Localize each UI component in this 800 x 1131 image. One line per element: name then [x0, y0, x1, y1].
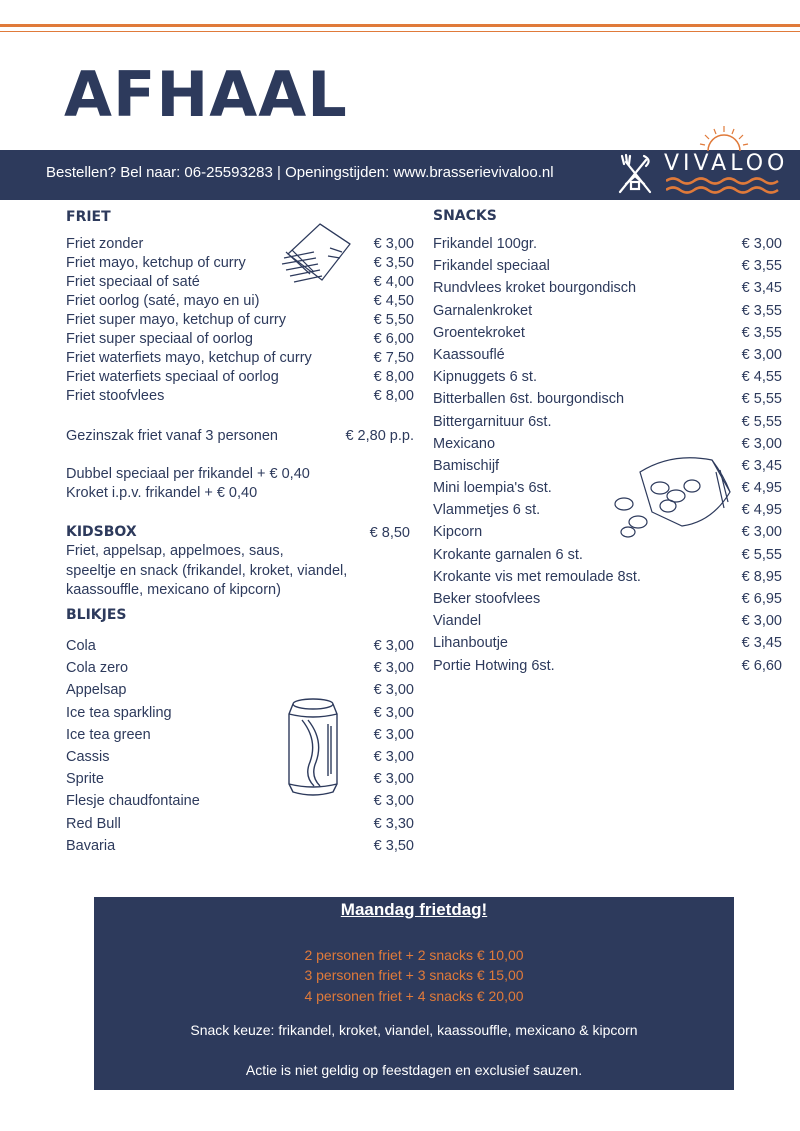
list-item: [433, 658, 782, 680]
list-item: [433, 369, 782, 391]
blikjes-list: [66, 638, 414, 860]
list-item: [66, 369, 414, 388]
list-item: [433, 258, 782, 280]
item-price: € 5,55: [741, 546, 782, 563]
list-item: [66, 312, 414, 331]
item-name: Friet super mayo, ketchup of curry: [66, 312, 286, 328]
kidsbox-heading: KIDSBOX: [66, 524, 137, 540]
item-price: € 3,00: [373, 726, 414, 743]
list-item: [433, 325, 782, 347]
item-price: € 3,45: [741, 280, 782, 297]
extra-note: Dubbel speciaal per frikandel + € 0,40: [66, 466, 310, 482]
list-item: [66, 793, 414, 815]
friet-heading: FRIET: [66, 209, 111, 225]
item-price: € 3,00: [373, 638, 414, 654]
item-name: Ice tea sparkling: [66, 704, 172, 721]
page-title: AFHAAL: [64, 58, 348, 131]
item-name: Vlammetjes 6 st.: [433, 502, 541, 519]
item-name: Bamischijf: [433, 457, 500, 474]
list-item: [433, 236, 782, 258]
snacks-list: [433, 236, 782, 680]
item-price: € 3,55: [741, 302, 782, 319]
item-price: € 6,95: [741, 591, 782, 607]
promo-snack-choice: Snack keuze: frikandel, kroket, viandel, kaassouffle, mexicano & kipcorn: [190, 1022, 638, 1038]
item-name: Gezinszak friet vanaf 3 personen: [66, 428, 278, 444]
kidsbox-price: € 8,50: [369, 525, 410, 541]
family-pack-row: [66, 428, 414, 444]
item-price: € 4,50: [373, 293, 414, 309]
item-price: € 3,00: [741, 346, 782, 363]
item-name: Rundvlees kroket bourgondisch: [433, 280, 637, 297]
item-name: Red Bull: [66, 815, 121, 832]
item-name: Frikandel speciaal: [433, 258, 550, 275]
item-name: Friet speciaal of saté: [66, 274, 200, 290]
list-item: [66, 771, 414, 793]
item-price: € 3,45: [741, 635, 782, 652]
list-item: [433, 613, 782, 635]
list-item: [433, 569, 782, 591]
kidsbox-description: kaassouffle, mexicano of kipcorn): [66, 582, 281, 598]
item-name: Appelsap: [66, 682, 127, 699]
extra-note: Kroket i.p.v. frikandel + € 0,40: [66, 485, 258, 501]
contact-info: Bestellen? Bel naar: 06-25593283 | Openingstijden: www.brasserievivaloo.nl: [46, 164, 554, 181]
list-item: [433, 480, 782, 502]
list-item: [433, 635, 782, 657]
item-price: € 3,55: [741, 258, 782, 275]
list-item: [433, 436, 782, 458]
item-price: € 3,00: [741, 613, 782, 630]
item-price: € 3,00: [373, 704, 414, 721]
list-item: [66, 816, 414, 838]
list-item: [66, 388, 414, 407]
item-name: Friet zonder: [66, 236, 144, 252]
list-item: [433, 458, 782, 480]
blikjes-heading: BLIKJES: [66, 607, 127, 623]
top-accent-line-thin: [0, 31, 800, 32]
item-price: € 3,00: [373, 660, 414, 677]
item-name: Flesje chaudfontaine: [66, 793, 200, 810]
item-name: Bitterballen 6st. bourgondisch: [433, 391, 625, 408]
list-item: [433, 547, 782, 569]
item-price: € 4,95: [741, 480, 782, 497]
item-name: Garnalenkroket: [433, 302, 533, 319]
top-accent-line: [0, 24, 800, 27]
item-name: Friet stoofvlees: [66, 388, 165, 404]
item-name: Mini loempia's 6st.: [433, 480, 552, 497]
item-price: € 5,55: [741, 413, 782, 430]
item-price: € 8,95: [741, 568, 782, 585]
list-item: [66, 236, 414, 255]
list-item: [66, 705, 414, 727]
item-price: € 3,50: [373, 837, 414, 854]
list-item: [433, 502, 782, 524]
waves-icon: [666, 176, 782, 196]
list-item: [433, 347, 782, 369]
item-name: Bavaria: [66, 837, 116, 854]
list-item: [66, 682, 414, 704]
item-name: Sprite: [66, 771, 104, 788]
item-name: Kipnuggets 6 st.: [433, 369, 537, 386]
item-price: € 4,55: [741, 369, 782, 386]
item-price: € 4,00: [373, 274, 414, 290]
item-price: € 5,55: [741, 391, 782, 408]
list-item: [66, 660, 414, 682]
item-name: Frikandel 100gr.: [433, 236, 537, 252]
item-price: € 3,45: [741, 457, 782, 474]
promo-offer: 3 personen friet + 3 snacks € 15,00: [304, 967, 524, 983]
list-item: [66, 293, 414, 312]
item-price: € 8,00: [373, 369, 414, 385]
item-name: Krokante vis met remoulade 8st.: [433, 568, 641, 585]
item-name: Ice tea green: [66, 726, 151, 743]
item-price: € 6,60: [741, 657, 782, 674]
list-item: [66, 274, 414, 293]
item-name: Groentekroket: [433, 324, 525, 341]
list-item: [433, 524, 782, 546]
item-name: Friet waterfiets speciaal of oorlog: [66, 369, 279, 385]
item-price: € 3,00: [741, 435, 782, 452]
item-price: € 3,50: [373, 255, 414, 271]
promo-offer: 2 personen friet + 2 snacks € 10,00: [304, 947, 524, 963]
list-item: [66, 727, 414, 749]
list-item: [66, 838, 414, 860]
item-name: Friet oorlog (saté, mayo en ui): [66, 293, 260, 309]
logo-wordmark: VIVALOO: [664, 151, 789, 176]
item-name: Beker stoofvlees: [433, 591, 541, 607]
item-name: Friet mayo, ketchup of curry: [66, 255, 246, 271]
item-name: Kaassouflé: [433, 346, 505, 363]
item-price: € 3,00: [373, 771, 414, 788]
item-price: € 3,00: [373, 236, 414, 252]
sunrise-icon: [694, 124, 754, 152]
item-name: Cola zero: [66, 660, 129, 677]
item-price: € 3,00: [373, 682, 414, 699]
item-name: Friet super speciaal of oorlog: [66, 331, 253, 347]
item-name: Viandel: [433, 613, 482, 630]
item-price: € 3,00: [373, 748, 414, 765]
item-price: € 4,95: [741, 502, 782, 519]
item-price: € 3,00: [373, 793, 414, 810]
item-price: € 3,55: [741, 324, 782, 341]
list-item: [66, 350, 414, 369]
item-price: € 3,00: [741, 524, 782, 541]
list-item: [66, 749, 414, 771]
item-name: Kipcorn: [433, 524, 483, 541]
cutlery-house-icon: [614, 152, 656, 196]
item-name: Portie Hotwing 6st.: [433, 657, 555, 674]
item-price: € 3,00: [741, 236, 782, 252]
item-name: Friet waterfiets mayo, ketchup of curry: [66, 350, 312, 366]
friet-list: [66, 236, 414, 407]
list-item: [433, 391, 782, 413]
kidsbox-description: Friet, appelsap, appelmoes, saus,: [66, 543, 284, 559]
item-name: Krokante garnalen 6 st.: [433, 546, 583, 563]
item-name: Cassis: [66, 748, 110, 765]
item-price: € 6,00: [373, 331, 414, 347]
list-item: [433, 414, 782, 436]
promo-title: Maandag frietdag!: [340, 900, 488, 919]
item-name: Bittergarnituur 6st.: [433, 413, 552, 430]
item-price: € 7,50: [373, 350, 414, 366]
kidsbox-description: speeltje en snack (frikandel, kroket, viandel,: [66, 563, 348, 579]
promo-note: Actie is niet geldig op feestdagen en exclusief sauzen.: [245, 1062, 583, 1078]
item-price: € 8,00: [373, 388, 414, 404]
list-item: [433, 591, 782, 613]
snacks-heading: SNACKS: [433, 208, 497, 224]
list-item: [433, 280, 782, 302]
item-price: € 2,80 p.p.: [345, 428, 414, 444]
item-price: € 5,50: [373, 312, 414, 328]
list-item: [66, 255, 414, 274]
promo-offer: 4 personen friet + 4 snacks € 20,00: [304, 988, 524, 1004]
list-item: [66, 638, 414, 660]
item-name: Cola: [66, 638, 96, 654]
list-item: [433, 303, 782, 325]
list-item: [66, 331, 414, 350]
item-price: € 3,30: [373, 815, 414, 832]
item-name: Lihanboutje: [433, 635, 508, 652]
item-name: Mexicano: [433, 435, 496, 452]
